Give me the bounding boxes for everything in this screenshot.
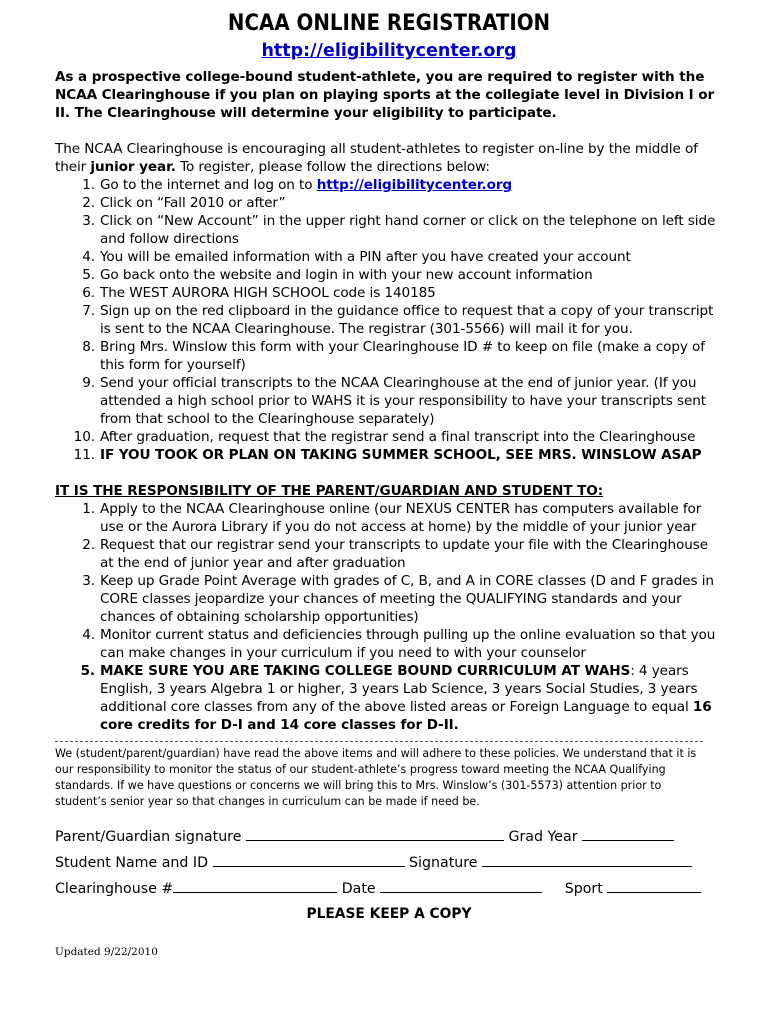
step-8: 8. Bring Mrs. Winslow this form with your Clearinghouse ID # to keep on file (make a copy of this form for yourself) [82,339,705,373]
step-10-text: After graduation, request that the registrar send a final transcript into the Clearinghouse [100,429,696,445]
step-11-text: IF YOU TOOK OR PLAN ON TAKING SUMMER SCHOOL, SEE MRS. WINSLOW ASAP [100,447,702,463]
para-text-1: The NCAA Clearinghouse is encouraging all student-athletes to register on-line by the middle of their [55,141,698,175]
grad-year-field[interactable] [582,824,674,841]
clearinghouse-field[interactable] [173,876,337,893]
student-name-label: Student Name and ID [55,855,213,871]
agreement-text: We (student/parent/guardian) have read the above items and will adhere to these policies. We understand that it is our responsibility to monitor the status of our student-athlete’s progress toward meeting the NCAA Qualifying standards. If we have questions or concerns we will bring this to Mrs. Winslow’s (301-5573) attention prior to student’s senior year so that changes in curriculum can be made if need be. [55,747,697,808]
responsibility-5-text: : 4 years English, 3 years Algebra 1 or higher, 3 years Lab Science, 3 years Social Studies, 3 years additional core classes from any of the above listed areas or Foreign Language to equal [100,663,698,715]
step-6: 6. The WEST AURORA HIGH SCHOOL code is 140185 [82,285,436,301]
step-1: 1. Go to the internet and log on to http://eligibilitycenter.org [82,177,513,193]
parent-signature-label: Parent/Guardian signature [55,829,246,845]
step-1-link[interactable]: http://eligibilitycenter.org [316,177,513,193]
intro-paragraph: As a prospective college-bound student-athlete, you are required to register with the NCAA Clearinghouse if you plan on playing sports at the collegiate level in Division I or II. The Clearinghouse will determine your eligibility to participate. [55,69,715,121]
signature-row-2 [55,850,723,876]
responsibility-list [55,500,723,734]
date-field[interactable] [380,876,542,893]
signature-block [55,824,723,902]
sport-field[interactable] [607,876,701,893]
responsibility-3-text: Keep up Grade Point Average with grades of C, B, and A in CORE classes (D and F grades in CORE classes jeopardize your chances of meeting the QUALIFYING standards and your chances of obtaining scholarship opportunities) [100,573,714,625]
responsibility-5-bold: MAKE SURE YOU ARE TAKING COLLEGE BOUND CURRICULUM AT WAHS [100,663,631,679]
responsibility-1-text: Apply to the NCAA Clearinghouse online (our NEXUS CENTER has computers available for use or the Aurora Library if you do not access at home) by the middle of your junior year [100,501,702,535]
responsibility-2: 2. Request that our registrar send your transcripts to update your file with the Clearinghouse at the end of junior year and after graduation [82,537,709,571]
student-signature-label: Signature [404,855,483,871]
step-5: 5. Go back onto the website and login in with your new account information [82,267,593,283]
step-3-text: Click on “New Account” in the upper right hand corner or click on the telephone on left side and follow directions [100,213,716,247]
step-6-text: The WEST AURORA HIGH SCHOOL code is 140185 [100,285,436,301]
responsibility-4-text: Monitor current status and deficiencies through pulling up the online evaluation so that you can make changes in your curriculum if you need to with your counselor [100,627,716,661]
grad-year-label: Grad Year [503,829,583,845]
responsibility-4: 4. Monitor current status and deficiencies through pulling up the online evaluation so that you can make changes in your curriculum if you need to with your counselor [82,627,716,661]
responsibility-heading: IT IS THE RESPONSIBILITY OF THE PARENT/GUARDIAN AND STUDENT TO: [55,483,604,499]
student-signature-field[interactable] [482,850,692,867]
eligibility-center-link[interactable]: http://eligibilitycenter.org [261,41,517,61]
signature-row-3 [55,876,723,902]
para-text-2: To register, please follow the directions below: [175,159,490,175]
registration-paragraph [55,140,723,176]
step-5-text: Go back onto the website and login in with your new account information [100,267,593,283]
step-3: 3. Click on “New Account” in the upper right hand corner or click on the telephone on left side and follow directions [82,213,716,247]
step-10: 10. After graduation, request that the registrar send a final transcript into the Clearinghouse [73,429,696,445]
responsibility-5: 5. MAKE SURE YOU ARE TAKING COLLEGE BOUND CURRICULUM AT WAHS: 4 years English, 3 years Algebra 1 or higher, 3 years Lab Science, 3 years Social Studies, 3 years additional core classes from any of the above listed areas or Foreign Language to equal 16 core credits for D-I and 14 core classes for D-II. [80,663,712,733]
responsibility-5-credits: 16 core credits for D-I and 14 core classes for D-II [100,699,712,733]
step-1-text: Go to the internet and log on to [100,177,317,193]
step-8-text: Bring Mrs. Winslow this form with your Clearinghouse ID # to keep on file (make a copy of this form for yourself) [100,339,705,373]
updated-date: Updated 9/22/2010 [55,946,158,958]
page-title: NCAA ONLINE REGISTRATION [227,11,551,36]
responsibility-2-text: Request that our registrar send your transcripts to update your file with the Clearinghouse at the end of junior year and after graduation [100,537,709,571]
step-11: 11. IF YOU TOOK OR PLAN ON TAKING SUMMER SCHOOL, SEE MRS. WINSLOW ASAP [73,447,702,463]
sport-label: Sport [564,881,608,897]
step-2: 2. Click on “Fall 2010 or after” [82,195,286,211]
signature-row-1 [55,824,723,850]
keep-copy-notice: PLEASE KEEP A COPY [306,906,472,922]
responsibility-3: 3. Keep up Grade Point Average with grades of C, B, and A in CORE classes (D and F grades in CORE classes jeopardize your chances of meeting the QUALIFYING standards and your chances of obtaining scholarship opportunities) [82,573,714,625]
step-9-text: Send your official transcripts to the NCAA Clearinghouse at the end of junior year. (If you attended a high school prior to WAHS it is your responsibility to have your transcripts sent from that school to the Clearinghouse separately) [100,375,706,427]
responsibility-1: 1. Apply to the NCAA Clearinghouse online (our NEXUS CENTER has computers available for use or the Aurora Library if you do not access at home) by the middle of your junior year [82,501,702,535]
step-9: 9. Send your official transcripts to the NCAA Clearinghouse at the end of junior year. (If you attended a high school prior to WAHS it is your responsibility to have your transcripts sent from that school to the Clearinghouse separately) [82,375,706,427]
date-label: Date [337,881,381,897]
para-junior-year: junior year. [90,159,176,175]
responsibility-5-end: . [453,717,459,733]
student-name-field[interactable] [213,850,405,867]
cut-line-divider [55,741,703,742]
step-7: 7. Sign up on the red clipboard in the guidance office to request that a copy of your transcript is sent to the NCAA Clearinghouse. The registrar (301-5566) will mail it for you. [82,303,714,337]
registration-steps [55,176,723,464]
step-4-text: You will be emailed information with a PIN after you have created your account [100,249,631,265]
clearinghouse-label: Clearinghouse # [55,881,174,897]
step-2-text: Click on “Fall 2010 or after” [100,195,286,211]
registration-form [55,10,723,922]
step-7-text: Sign up on the red clipboard in the guidance office to request that a copy of your transcript is sent to the NCAA Clearinghouse. The registrar (301-5566) will mail it for you. [100,303,714,337]
parent-signature-field[interactable] [246,824,504,841]
step-4: 4. You will be emailed information with a PIN after you have created your account [82,249,631,265]
